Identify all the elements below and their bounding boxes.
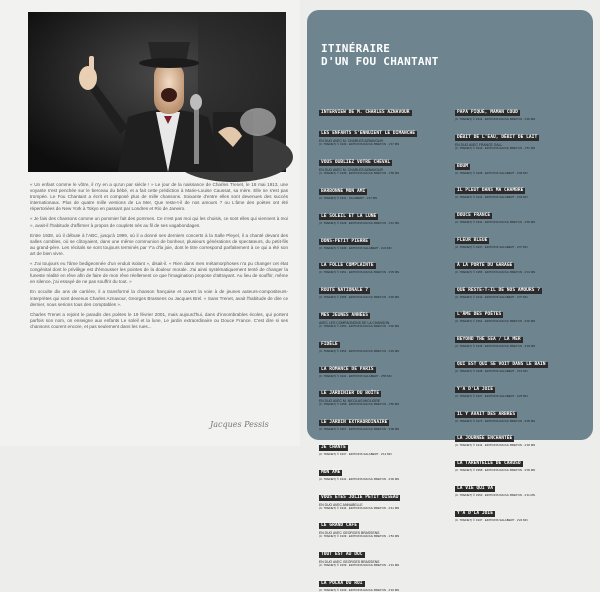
- section-title: [321, 42, 439, 68]
- track-item: [319, 303, 449, 328]
- track-title: BEYOND THE SEA / LA MER: [457, 337, 521, 343]
- tracklist-column-left: [319, 100, 449, 592]
- tracklist-column-right: [455, 100, 585, 522]
- track-item: [319, 278, 449, 299]
- track-credit: (C. TRENET) © 1943 · EDITIONS RAOUL BRETON · 2'55 MN: [455, 220, 536, 225]
- track-item: [455, 377, 585, 398]
- track-title: DOUCE FRANCE: [457, 213, 491, 219]
- track-title: MON ÂME: [321, 469, 341, 475]
- track-credit: (C. TRENET) © 1941 · EDITIONS RAOUL BRETON · 2'20 MN: [455, 117, 536, 121]
- track-credit: (C. TRENET) © 1939 · EDITIONS RAOUL BRETON · 1'47 MN: [319, 142, 400, 147]
- track-title: LA ROMANCE DE PARIS: [321, 366, 374, 372]
- track-credit: (C. TRENET) © 1938 · EDITIONS SALABERT · 2'24 MN: [319, 245, 392, 250]
- track-title: BOUM: [457, 163, 469, 169]
- track-title: TOUT EST AU DUC: [321, 552, 363, 558]
- track-item: [319, 121, 449, 146]
- track-item: [319, 100, 449, 118]
- tracklist-columns: [319, 100, 585, 592]
- track-title: BARBONNE MON AMI: [321, 188, 366, 194]
- track-item: [319, 253, 449, 274]
- tracklist-panel: [307, 10, 593, 592]
- track-item: [455, 476, 585, 497]
- track-title: MES JEUNES ANNÉES: [321, 312, 369, 318]
- track-featuring: EN DUO AVEC ANNABELLE: [319, 502, 363, 507]
- track-credit: (C. TRENET) © 1937 · EDITIONS SALABERT · 2'25 MN: [455, 393, 528, 398]
- track-credit: (C. TRENET) © 1942 · EDITIONS SALABERT · 2'37 MN: [455, 294, 528, 299]
- track-featuring: EN DUO AVEC M. NICOLAS MIGLIORE: [319, 399, 380, 404]
- track-credit: (C. TRENET) © 1939 · EDITIONS RAOUL BRETON · 1'31 MN: [319, 563, 400, 568]
- track-featuring: EN DUO AVEC GEORGES BRASSENS: [319, 560, 380, 565]
- left-page: [0, 0, 300, 446]
- track-title: LA VIE QUI VA: [457, 485, 493, 491]
- track-item: [319, 410, 449, 431]
- track-item: [319, 150, 449, 175]
- track-title: LE JARDINIER DU BOÎTE: [321, 391, 380, 397]
- track-item: [319, 485, 449, 510]
- track-title: ROUTE NATIONALE 7: [321, 288, 369, 294]
- track-title: LA FOLLE COMPLAINTE: [321, 263, 374, 269]
- track-credit: (C. TRENET) © 1938 · EDITIONS SALABERT · 2'15 MN: [455, 368, 528, 373]
- track-credit: (C. TRENET) © 1941 · SALABERT · 1'47 MN: [319, 195, 378, 200]
- track-item: [319, 332, 449, 353]
- track-item: [319, 571, 449, 592]
- track-featuring: EN DUO AVEC M. CHARLES AZNAVOUR: [319, 168, 383, 173]
- track-credit: (C. TRENET) © 1939 · EDITIONS RAOUL BRETON · 2'34 MN: [319, 587, 400, 592]
- track-item: [455, 178, 585, 199]
- track-credit: (C. TRENET) © 1939 · EDITIONS RAOUL BRETON · 1'53 MN: [319, 534, 400, 539]
- paragraph: Charles Trenet a rejoint le paradis des poètes le 19 février 2001, mais aujourd'hui, dans d'innombrables écoles, qui portent parfois son nom, on enseigne aux enfants Le soleil et la lune, Le jardin extraordinaire ou Douce France. C'est dire si ses chansons courent encore, et pas seulement dans les rues...: [30, 311, 288, 329]
- track-credit: (C. TRENET) © 1951 · EDITIONS RAOUL BRETON · 3'02 MN: [455, 319, 536, 324]
- track-credit: (C. TRENET) © 1944 · EDITIONS RAOUL BRETON · 2'18 MN: [455, 443, 536, 448]
- track-title: VOUS OUBLIEZ VOTRE CHEVAL: [321, 160, 391, 166]
- track-featuring: AVEC LES COMPAGNONS DE LA CHANSON: [319, 320, 390, 325]
- track-credit: (C. TRENET) © 1958 · EDITIONS RAOUL BRETON · 1'55 MN: [319, 402, 400, 407]
- track-credit: (C. TRENET) © 1943 · EDITIONS RAOUL BRETON · 1'57 MN: [455, 145, 536, 150]
- track-item: [319, 460, 449, 481]
- track-item: [319, 229, 449, 250]
- track-title: IL Y AVAIT DES ARBRES: [457, 411, 516, 417]
- track-item: [455, 100, 585, 121]
- track-item: [319, 179, 449, 200]
- track-title: JE CHANTE: [321, 444, 346, 450]
- section-title-line1: ITINÉRAIRE: [321, 42, 391, 55]
- author-signature: Jacques Pessis: [210, 420, 269, 429]
- track-credit: (C. TRENET) © 1945 · EDITIONS RAOUL BRETON · 3'18 MN: [455, 344, 536, 349]
- track-item: [455, 278, 585, 299]
- track-title: VOUS ÊTES JOLIE PETIT OISEAU: [321, 494, 399, 500]
- track-credit: (C. TRENET) © 1957 · EDITIONS RAOUL BRETON · 3'08 MN: [319, 427, 400, 432]
- track-title: FIDÈLE: [321, 341, 338, 347]
- track-credit: (C. TRENET) © 1953 · EDITIONS RAOUL BRETON · 2'29 MN: [319, 348, 400, 353]
- track-item: [455, 253, 585, 274]
- track-item: [319, 513, 449, 538]
- track-item: [319, 204, 449, 225]
- paragraph: En occulte dix ans de carrière, il a transformé la chanson française et ouvert la voie à de jeunes auteurs-compositeurs-interprètes qui sont devenus Charles Aznavour, Georges Brassens ou Jacques Brel. « Sans Trenet, avait l'habitude de dire ce dernier, nous serions tous des comptables ».: [30, 289, 288, 307]
- track-credit: (C. TRENET) © 1937 · EDITIONS SALABERT · 2'24 MN: [455, 517, 528, 522]
- track-credit: (C. TRENET) © 1941 · EDITIONS SALABERT · 2'55 MN: [319, 373, 392, 378]
- track-title: DÉBIT DE L'EAU, DÉBIT DE LAIT: [457, 134, 538, 140]
- track-title: Y'A D'LA JOIE: [457, 386, 493, 392]
- track-credit: (C. TRENET) © 1938 · EDITIONS RAOUL BRETON · 1'58 MN: [319, 171, 400, 176]
- track-credit: (C. TRENET) © 1944 · EDITIONS RAOUL BRETON · 2'41 MN: [319, 505, 400, 510]
- track-credit: (C. TRENET) © 1972 · EDITIONS RAOUL BRETON · 3'05 MN: [455, 418, 536, 423]
- track-item: [455, 352, 585, 373]
- paragraph: « Je fais des chansons comme un pommier fait des pommes. Ce n'est pas moi qui les choisis, ce sont elles qui viennent à moi », avait-il l'habitude d'affirmer à propos de couplets nés au fil de ses vagabondages.: [30, 216, 288, 228]
- singer-photo-image: [28, 12, 286, 172]
- track-credit: (C. TRENET) © 1938 · EDITIONS SALABERT · 2'08 MN: [455, 170, 528, 175]
- track-title: DONS-PETIT PIERRE: [321, 238, 369, 244]
- track-item: [455, 451, 585, 472]
- paragraph: Entre 1938, où il débute à l'ABC, jusqu'à 1999, où il a donné ses derniers concerts à la Salle Pleyel, il a chanté devant des salles combles, où se côtoyaient, dans une même communion de bonheur, plusieurs générations de spectateurs, du petit-fils au grand-père. Les récitals se sont toujours terminés par Y'a d'la joie, dont le titre correspond parfaitement à ce qui a été son art de bien vivre.: [30, 232, 288, 256]
- section-title-line2: D'UN FOU CHANTANT: [321, 55, 439, 68]
- track-featuring: EN DUO AVEC GEORGES BRASSENS: [319, 531, 380, 536]
- track-item: [455, 501, 585, 522]
- singer-photo: [28, 12, 286, 172]
- track-title: LES ENFANTS S'ENNUIENT LE DIMANCHE: [321, 131, 416, 137]
- track-featuring: EN DUO AVEC M. CHARLES AZNAVOUR: [319, 139, 383, 144]
- track-title: INTERVIEW DE M. CHARLES AZNAVOUR: [321, 110, 410, 115]
- track-credit: (C. TRENET) © 1941 · EDITIONS RAOUL BRETON · 2'09 MN: [319, 476, 400, 481]
- track-credit: (C. TRENET) © 1937 · EDITIONS SALABERT · 2'37 MN: [455, 244, 528, 249]
- track-item: [455, 125, 585, 150]
- track-item: [455, 302, 585, 323]
- track-item: [319, 357, 449, 378]
- track-credit: (C. TRENET) © 1939 · EDITIONS RAOUL BRETON · 2'42 MN: [319, 220, 400, 225]
- track-title: LA JOURNÉE ENCHANTÉE: [457, 436, 513, 442]
- track-featuring: EN DUO AVEC FRANCE GALL: [455, 142, 503, 147]
- track-credit: (C. TRENET) © 1955 · EDITIONS RAOUL BRETON · 2'39 MN: [319, 295, 400, 300]
- track-credit: (C. TRENET) © 1953 · EDITIONS RAOUL BRETON · 2'11 MN: [455, 492, 535, 497]
- track-credit: (C. TRENET) © 1955 · EDITIONS RAOUL BRETON · 2'01 MN: [455, 269, 536, 274]
- track-title: LA TARENTELLE DE CARUSO: [457, 461, 521, 467]
- track-credit: (C. TRENET) © 1950 · EDITIONS RAOUL BRETON · 3'02 MN: [319, 323, 400, 328]
- track-item: [319, 542, 449, 567]
- track-title: FLEUR BLEUE: [457, 237, 488, 243]
- track-title: L'ÂME DES POÈTES: [457, 312, 502, 318]
- track-credit: (C. TRENET) © 1958 · EDITIONS RAOUL BRETON · 2'09 MN: [455, 468, 536, 473]
- track-item: [319, 381, 449, 406]
- track-title: LE SOLEIL ET LA LUNE: [321, 213, 377, 219]
- track-title: QUI EST QUI SE VOIT DANS LE BAIN: [457, 361, 546, 367]
- track-credit: (C. TRENET) © 1941 · EDITIONS SALABERT · 2'03 MN: [455, 195, 528, 200]
- article-text: [30, 182, 288, 334]
- track-title: QUE RESTE-T-IL DE NOS AMOURS ?: [457, 287, 540, 293]
- track-title: LA POLKA DU ROI: [321, 580, 363, 586]
- track-title: LE JARDIN EXTRAORDINAIRE: [321, 420, 388, 426]
- track-credit: (C. TRENET) © 1951 · EDITIONS RAOUL BRETON · 3'05 MN: [319, 270, 400, 275]
- track-title: Y'A D'LA JOIE: [457, 510, 493, 516]
- track-item: [455, 327, 585, 348]
- track-item: [455, 426, 585, 447]
- track-item: [455, 402, 585, 423]
- track-item: [455, 203, 585, 224]
- track-title: À LA PORTE DU GARAGE: [457, 262, 513, 268]
- paragraph: « Un enfant comme le vôtre, il n'y en a qu'un par siècle ! » Le jour de la naissance de Charles Trenet, le 18 mai 1913, une voyante s'est penchée sur le berceau du bébé, et a fait cette prédiction à Marie-Louise Caussat, sa mère. Elle ne s'est pas trompée. Le Fou Chantant a écrit et composé plus de mille chansons. Soixante d'entre elles sont devenues des succès internationaux. Plus de quatre mille versions de La Mer, Que reste-t-il de nos amours ? ou L'âme des poètes ont été répertoriées de New York à Tokyo en passant par Londres et Rio de Janeiro.: [30, 182, 288, 212]
- paragraph: « J'ai toujours eu l'âme bedigeonnée d'un enduit isolant », disait-il. « Rien dans mes métamorphoses n'a pu changer cet état congénital dont le privilège est d'émousser les pointes de la douleur morale. J'ai ainsi systématiquement tenté de changer la funeste réalité en rêve afin de faire de mon rêve réellement ce que l'imagination propose d'attrayant. Au lieu de souffrir, même en silence, j'ai essayé de ne pas souffrir du tout. »: [30, 261, 288, 285]
- track-title: LE GRAND CAFÉ: [321, 523, 357, 529]
- track-item: [319, 435, 449, 456]
- track-title: PAPA PIQUE, MAMAN COUD: [457, 110, 518, 115]
- track-item: [455, 228, 585, 249]
- track-credit: (C. TRENET) © 1937 · EDITIONS SALABERT · 2'12 MN: [319, 451, 392, 456]
- track-item: [455, 154, 585, 175]
- track-title: IL PLEUT DANS MA CHAMBRE: [457, 188, 524, 194]
